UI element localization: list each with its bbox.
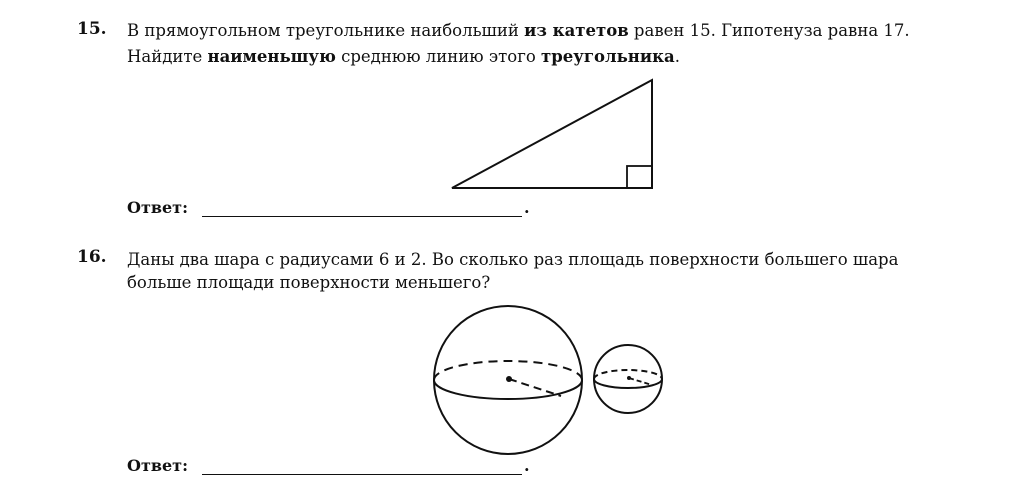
problem-15-text-line-2: [127, 45, 680, 68]
problem-15-number: 15.: [77, 19, 107, 39]
problem-15-text-2b: наименьшую: [207, 47, 336, 66]
problem-16-answer-end: .: [523, 456, 530, 475]
problem-16-text-line-2: [127, 271, 490, 294]
problem-15-answer-field[interactable]: [202, 202, 522, 217]
problem-15-answer-label: Ответ:: [127, 198, 188, 217]
right-triangle-figure: [440, 70, 670, 200]
large-sphere-radius: [509, 379, 561, 396]
problem-16-answer-field[interactable]: [202, 460, 522, 475]
problem-15-text-1c: равен 15. Гипотенуза равна 17.: [628, 21, 910, 40]
small-sphere-front-equator: [594, 379, 662, 388]
problem-15-text-1a: В прямоугольном треугольнике наибольший: [127, 21, 525, 40]
problem-16-answer-row: [127, 456, 530, 475]
problem-16-text-1: Даны два шара с радиусами 6 и 2. Во сколько раз площадь поверхности большего шара: [127, 250, 899, 269]
problem-15-text-2c: среднюю линию этого: [335, 47, 542, 66]
right-angle-marker: [627, 166, 652, 188]
problem-15-text-2d: треугольника: [541, 47, 675, 66]
two-spheres-figure: [430, 305, 670, 465]
problem-15-text-2e: .: [674, 47, 680, 66]
problem-16-number: 16.: [77, 247, 107, 267]
problem-16-text-line-1: [127, 248, 898, 271]
problem-15-answer-row: [127, 198, 530, 217]
problem-15-answer-end: .: [523, 198, 530, 217]
problem-15-text-1b: из катетов: [524, 21, 629, 40]
small-sphere: [594, 345, 662, 413]
problem-16-text-2: больше площади поверхности меньшего?: [127, 273, 491, 292]
large-sphere: [434, 306, 582, 454]
triangle-outline: [452, 80, 652, 188]
problem-15-text-2a: Найдите: [127, 47, 208, 66]
problem-16-answer-label: Ответ:: [127, 456, 188, 475]
problem-15-text-line-1: [127, 19, 910, 42]
small-sphere-radius: [629, 378, 652, 385]
